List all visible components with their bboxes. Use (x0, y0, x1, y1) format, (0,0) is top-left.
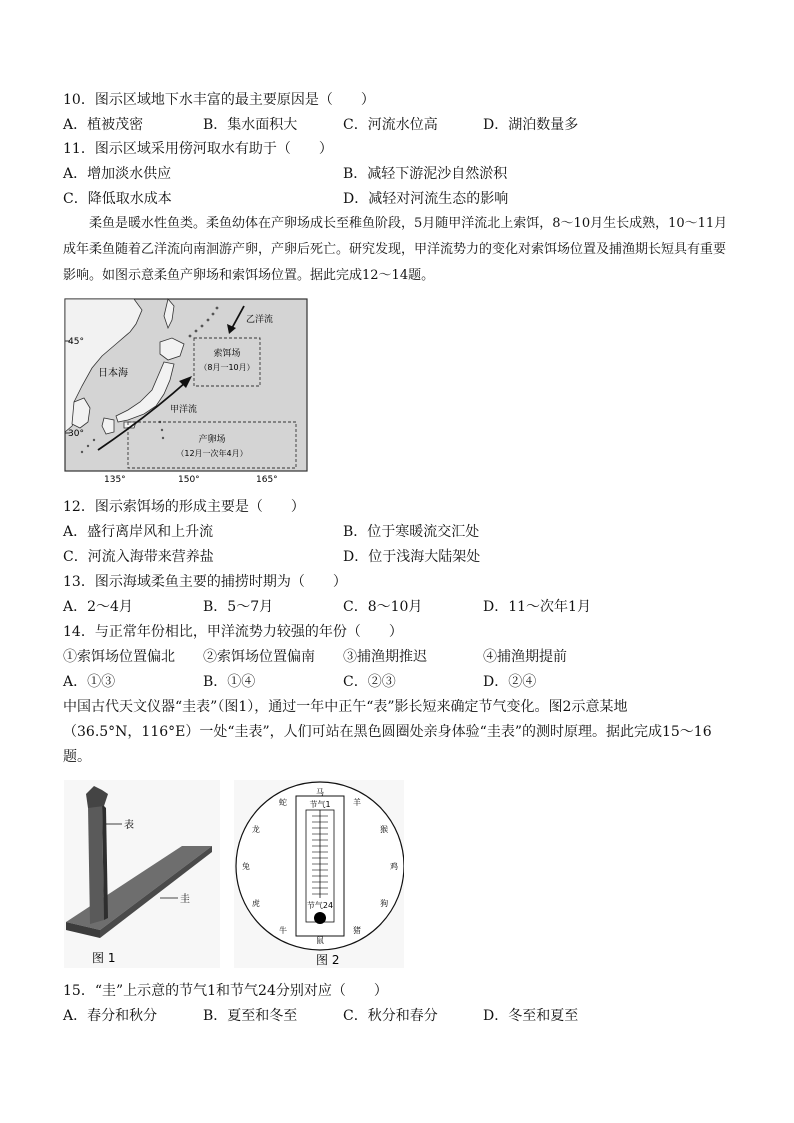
q12-option-b[interactable]: B．位于寒暖流交汇处 (343, 524, 480, 540)
lon165-label: 165° (256, 475, 278, 485)
biao-pole (88, 804, 104, 924)
q13-option-d[interactable]: D．11～次年1月 (483, 599, 591, 615)
q11-option-c[interactable]: C．降低取水成本 (63, 191, 172, 207)
gui-label: 圭 (180, 894, 190, 905)
passage-guibiao-line2: （36.5°N，116°E）一处“圭表”，人们可站在黑色圆圈处亲身体验“圭表”的测时原理。据此完成15～16 (63, 724, 712, 740)
zodiac-ring-label: 狗 (380, 899, 389, 908)
squid-map-svg (64, 298, 308, 486)
sea-of-japan-label: 日本海 (98, 368, 128, 379)
q14-option-b[interactable]: B．①④ (203, 674, 256, 690)
q12-stem: 12．图示索饵场的形成主要是（ ） (63, 499, 305, 515)
figure-1-caption: 图 1 (92, 951, 116, 965)
jieqi1-label: 节气1 (309, 800, 331, 809)
q14-item-2: ②索饵场位置偏南 (203, 649, 315, 665)
standing-circle (314, 912, 326, 924)
q11-option-a[interactable]: A．增加淡水供应 (63, 166, 172, 182)
figure-2-guibiao-diagram (234, 780, 404, 968)
feeding-ground-title: 索饵场 (213, 349, 241, 359)
spawning-ground-title: 产卵场 (198, 435, 226, 445)
q14-option-d[interactable]: D．②④ (483, 674, 537, 690)
q10-option-c[interactable]: C．河流水位高 (343, 117, 438, 133)
q10-option-a[interactable]: A．植被茂密 (63, 117, 144, 133)
zodiac-ring-label: 羊 (353, 797, 361, 807)
zodiac-ring-label: 蛇 (279, 797, 287, 807)
q14-option-a[interactable]: A．①③ (63, 674, 116, 690)
q11-stem: 11．图示区域采用傍河取水有助于（ ） (63, 141, 333, 157)
q12-option-a[interactable]: A．盛行离岸风和上升流 (63, 524, 214, 540)
q13-stem: 13．图示海域柔鱼主要的捕捞时期为（ ） (63, 574, 347, 590)
passage-squid: 柔鱼是暖水性鱼类。柔鱼幼体在产卵场成长至稚鱼阶段，5月随甲洋流北上索饵，8～10月生长成熟，10～11月成年柔鱼随着乙洋流向南洄游产卵，产卵后死亡。研究发现，甲洋流势力的变化对索饵场位置及捕渔期长短具有重要影响。如图示意柔鱼产卵场和索饵场位置。据此完成12～14题。 (63, 216, 728, 283)
q14-item-1: ①索饵场位置偏北 (63, 649, 175, 665)
q11-option-d[interactable]: D．减轻对河流生态的影响 (343, 191, 509, 207)
spawning-ground-period: （12月一次年4月） (176, 449, 248, 458)
q13-option-a[interactable]: A．2～4月 (63, 599, 133, 615)
q10-stem: 10．图示区域地下水丰富的最主要原因是（ ） (63, 92, 375, 108)
lon150-label: 150° (178, 475, 200, 485)
current-jia-label: 甲洋流 (170, 405, 198, 415)
zodiac-ring-label: 虎 (251, 899, 260, 908)
q13-option-c[interactable]: C．8～10月 (343, 599, 423, 615)
biao-label: 表 (124, 820, 134, 831)
q14-item-4: ④捕渔期提前 (483, 649, 567, 665)
zodiac-ring-label: 牛 (279, 926, 287, 936)
zodiac-ring-label: 龙 (251, 825, 260, 834)
q15-stem: 15．“圭”上示意的节气1和节气24分别对应（ ） (63, 983, 388, 999)
q15-option-b[interactable]: B．夏至和冬至 (203, 1008, 298, 1024)
passage-guibiao-line3: 题。 (63, 749, 91, 765)
zodiac-ring-label: 猪 (353, 926, 361, 936)
q10-option-d[interactable]: D．湖泊数量多 (483, 117, 579, 133)
figure-2-svg (234, 780, 404, 968)
q11-option-b[interactable]: B．减轻下游泥沙自然淤积 (343, 166, 508, 182)
q12-option-d[interactable]: D．位于浅海大陆架处 (343, 549, 481, 565)
q10-option-b[interactable]: B．集水面积大 (203, 117, 298, 133)
jieqi24-label: 节气24 (306, 901, 334, 910)
q14-item-3: ③捕渔期推迟 (343, 649, 427, 665)
zodiac-ring-label: 马 (316, 788, 324, 797)
q15-option-c[interactable]: C．秋分和春分 (343, 1008, 438, 1024)
q15-option-d[interactable]: D．冬至和夏至 (483, 1008, 579, 1024)
squid-map (64, 298, 308, 486)
q14-option-c[interactable]: C．②③ (343, 674, 396, 690)
zodiac-ring-label: 鼠 (316, 936, 324, 945)
q15-option-a[interactable]: A．春分和秋分 (63, 1008, 158, 1024)
zodiac-ring-label: 鸡 (390, 862, 398, 871)
figure-2-caption: 图 2 (316, 953, 340, 967)
current-yi-label: 乙洋流 (246, 315, 274, 325)
figure-1-guibiao-photo (64, 780, 220, 968)
lon135-label: 135° (104, 475, 126, 485)
lat45-label: 45° (68, 337, 84, 347)
figure-1-svg (64, 780, 220, 968)
zodiac-ring-label: 猴 (380, 825, 389, 834)
feeding-ground-period: （8月一10月） (199, 363, 255, 372)
q12-option-c[interactable]: C．河流入海带来营养盐 (63, 549, 214, 565)
lat30-label: 30° (68, 429, 84, 439)
passage-guibiao-line1: 中国古代天文仪器“圭表”（图1），通过一年中正午“表”影长短来确定节气变化。图2示意某地 (63, 699, 628, 715)
zodiac-ring-label: 兔 (242, 862, 250, 871)
q13-option-b[interactable]: B．5～7月 (203, 599, 274, 615)
q14-stem: 14．与正常年份相比，甲洋流势力较强的年份（ ） (63, 624, 403, 640)
